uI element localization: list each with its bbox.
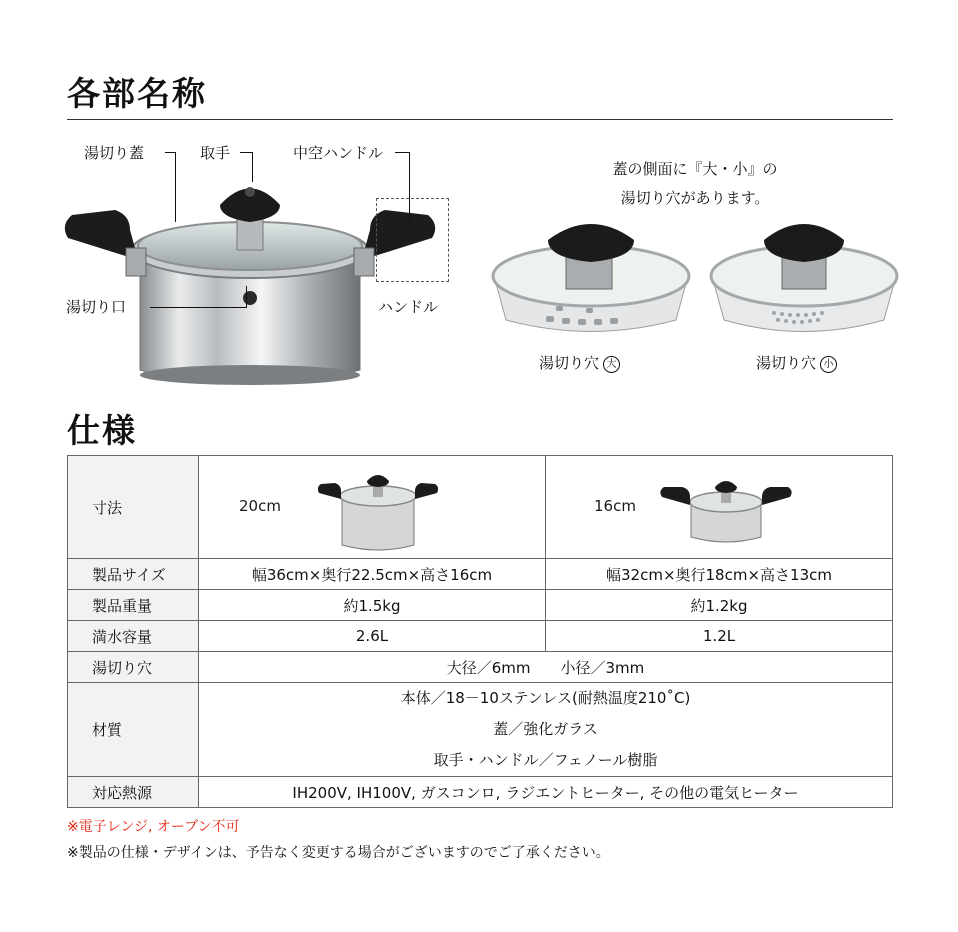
spec-row-holes	[68, 652, 893, 683]
material-header: 材質	[68, 683, 199, 777]
spec-row-material	[68, 683, 893, 777]
weight-header: 製品重量	[68, 590, 199, 621]
pot-16-thumbnail	[656, 471, 796, 545]
size-cell-16	[546, 456, 893, 559]
large-hole-label	[539, 352, 620, 373]
lid-callout: 湯切り蓋	[84, 144, 145, 162]
small-hole-label	[756, 352, 837, 373]
spout-callout: 湯切り口	[66, 298, 127, 316]
weight-16: 約1.2kg	[546, 590, 893, 621]
lid-callout-line	[165, 152, 175, 153]
spec-row-weight	[68, 590, 893, 621]
lid-note-line1: 蓋の側面に『大・小』の	[612, 160, 778, 178]
size-cell-20	[199, 456, 546, 559]
capacity-16: 1.2L	[546, 621, 893, 652]
knob-callout-line	[240, 152, 252, 153]
lid-callout-line-v	[175, 152, 176, 222]
spec-change-notice: ※製品の仕様・デザインは、予告なく変更する場合がございますのでご了承ください。	[67, 845, 610, 861]
dims-header: 製品サイズ	[68, 559, 199, 590]
spout-callout-line	[150, 307, 246, 308]
lid-small-holes	[704, 218, 904, 343]
lid-note-line2: 湯切り穴があります。	[620, 189, 770, 207]
spec-row-size	[68, 456, 893, 559]
holes-value: 大径／6mm 小径／3mm	[199, 652, 893, 683]
large-hole-text: 湯切り穴	[539, 354, 600, 372]
knob-callout: 取手	[200, 144, 231, 162]
large-mark-icon: 大	[603, 356, 620, 373]
spec-row-capacity	[68, 621, 893, 652]
spec-table	[67, 455, 893, 808]
handle-highlight-box	[376, 198, 449, 282]
lid-note	[560, 155, 830, 213]
title-divider	[67, 119, 893, 120]
size-16-label: 16cm	[594, 496, 636, 515]
heat-value: IH200V, IH100V, ガスコンロ, ラジエントヒーター, その他の電気ヒーター	[199, 777, 893, 808]
heat-header: 対応熱源	[68, 777, 199, 808]
material-lid: 蓋／強化ガラス	[493, 720, 598, 738]
material-cell	[199, 683, 893, 777]
knob-callout-line-v	[252, 152, 253, 182]
microwave-warning: ※電子レンジ, オーブン不可	[67, 819, 240, 835]
capacity-header: 満水容量	[68, 621, 199, 652]
size-20-label: 20cm	[239, 496, 281, 515]
hollow-handle-callout-line	[395, 152, 409, 153]
hollow-handle-callout: 中空ハンドル	[293, 144, 384, 162]
spec-section-title: 仕様	[67, 411, 137, 450]
pot-20-thumbnail	[317, 467, 439, 553]
spec-row-dims	[68, 559, 893, 590]
small-mark-icon: 小	[820, 356, 837, 373]
dims-20: 幅36cm×奥行22.5cm×高さ16cm	[199, 559, 546, 590]
handle-callout: ハンドル	[378, 298, 439, 316]
material-body: 本体／18－10ステンレス(耐熱温度210˚C)	[400, 689, 691, 707]
spout-callout-line-v	[246, 286, 247, 308]
weight-20: 約1.5kg	[199, 590, 546, 621]
small-hole-text: 湯切り穴	[756, 354, 817, 372]
parts-section-title: 各部名称	[67, 74, 207, 113]
dims-16: 幅32cm×奥行18cm×高さ13cm	[546, 559, 893, 590]
size-header: 寸法	[68, 456, 199, 559]
spec-row-heat	[68, 777, 893, 808]
capacity-20: 2.6L	[199, 621, 546, 652]
lid-large-holes	[486, 218, 696, 343]
material-handle: 取手・ハンドル／フェノール樹脂	[433, 751, 658, 769]
holes-header: 湯切り穴	[68, 652, 199, 683]
